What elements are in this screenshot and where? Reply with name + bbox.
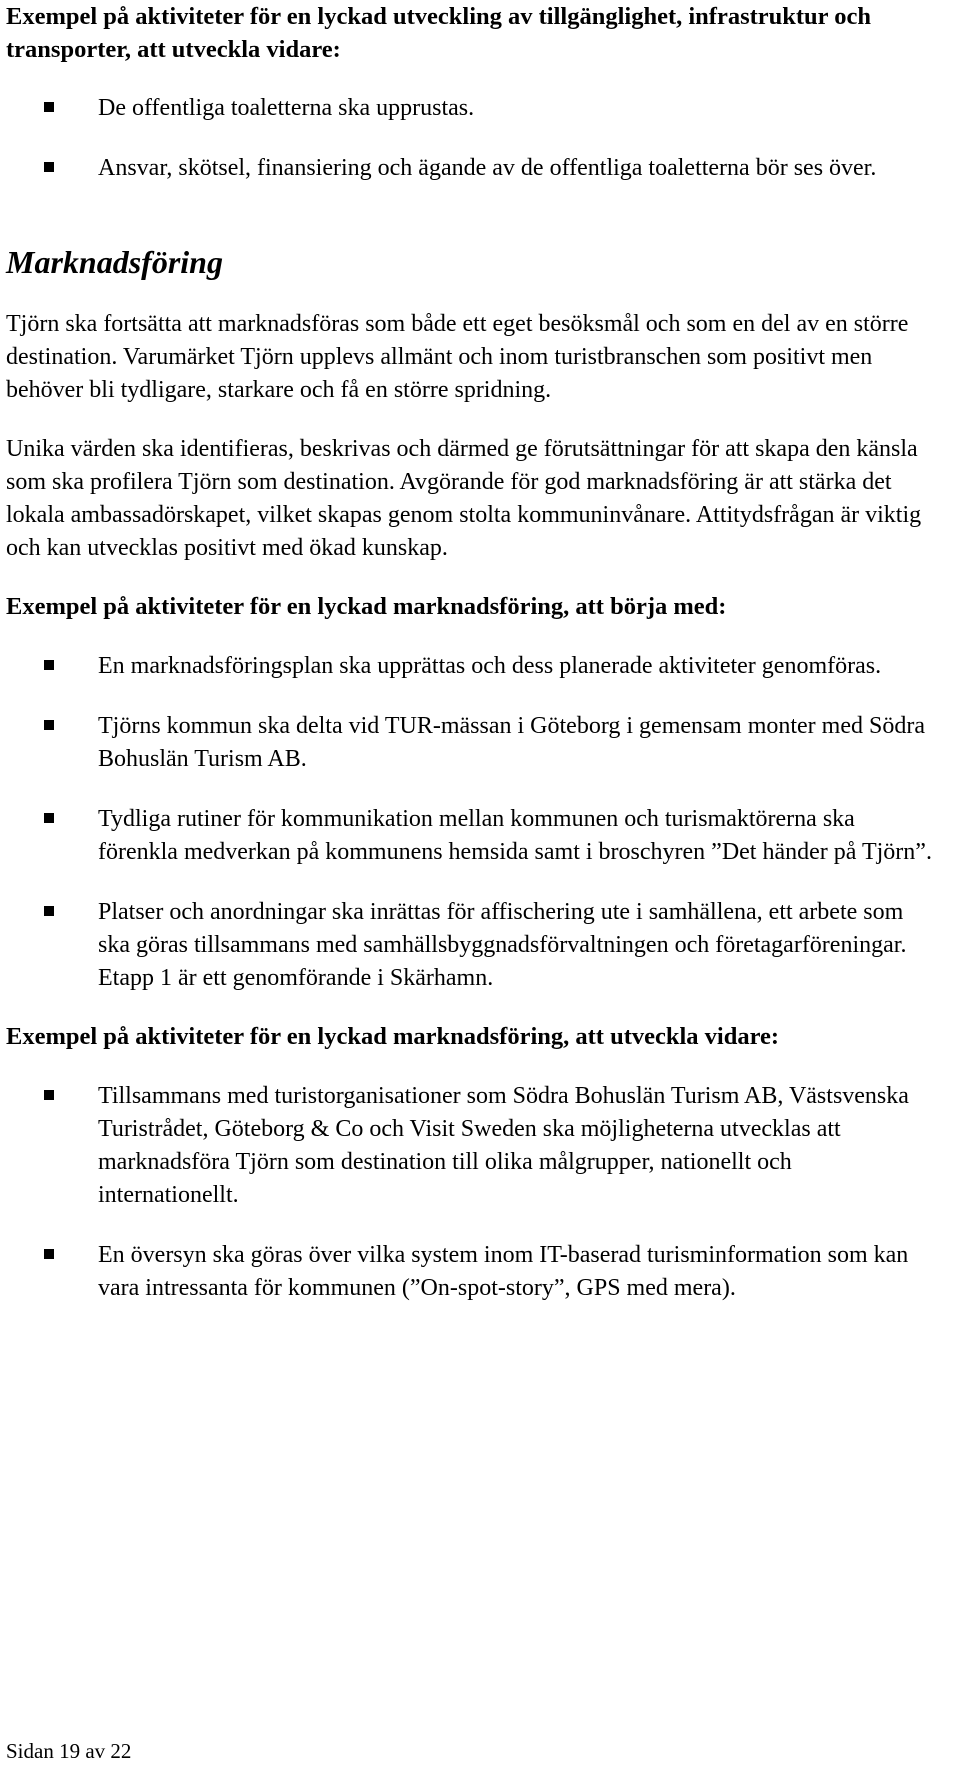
list-item [6,710,954,776]
list-item-text: De offentliga toaletterna ska upprustas. [98,95,475,121]
marketing-paragraph-1: Tjörn ska fortsätta att marknadsföras som både ett eget besöksmål och som en del av en större destination. Varumärket Tjörn upplevs allmänt och inom turistbranschen som positivt men behöver bli tydligare, starkare och få en större spridning. [6,311,909,403]
list-item-text: Tillsammans med turistorganisationer som Södra Bohuslän Turism AB, Västsvenska Turistrådet, Göteborg & Co och Visit Sweden ska möjligheterna utvecklas att marknadsföra Tjörn som destination till olika målgrupper, nationellt och internationellt. [98,1083,909,1208]
square-bullet-icon [44,1249,54,1259]
document-page [6,0,954,1305]
page-number-footer: Sidan 19 av 22 [6,1739,132,1763]
list-item [6,650,954,683]
square-bullet-icon [44,102,54,112]
list-item [6,152,954,185]
list-item [6,1239,954,1305]
section-title-marketing: Marknadsföring [6,244,223,280]
bullet-list-marketing-start [6,650,954,995]
square-bullet-icon [44,162,54,172]
square-bullet-icon [44,660,54,670]
list-item [6,1080,954,1212]
list-item [6,803,954,869]
square-bullet-icon [44,813,54,823]
square-bullet-icon [44,906,54,916]
bullet-list-marketing-develop [6,1080,954,1305]
list-item-text: Platser och anordningar ska inrättas för affischering ute i samhällena, ett arbete som ska göras tillsammans med samhällsbyggnadsförvaltningen och företagarföreningar. Etapp 1 är ett genomförande i Skärhamn. [98,899,907,991]
list-item-text: En marknadsföringsplan ska upprättas och dess planerade aktiviteter genomföras. [98,653,882,679]
section-heading-marketing-develop: Exempel på aktiviteter för en lyckad marknadsföring, att utveckla vidare: [6,1023,780,1050]
list-item-text: Tjörns kommun ska delta vid TUR-mässan i Göteborg i gemensam monter med Södra Bohuslän Turism AB. [98,713,925,772]
list-item-text: Ansvar, skötsel, finansiering och ägande av de offentliga toaletterna bör ses över. [98,155,877,181]
list-item-text: Tydliga rutiner för kommunikation mellan kommunen och turismaktörerna ska förenkla medverkan på kommunens hemsida samt i broschyren ”Det händer på Tjörn”. [98,806,932,865]
list-item [6,92,954,125]
bullet-list-accessibility [6,92,954,185]
list-item-text: En översyn ska göras över vilka system inom IT-baserad turisminformation som kan vara intressanta för kommunen (”On-spot-story”, GPS med mera). [98,1242,909,1301]
section-heading-accessibility: Exempel på aktiviteter för en lyckad utveckling av tillgänglighet, infrastruktur och transporter, att utveckla vidare: [6,3,871,63]
list-item [6,896,954,995]
square-bullet-icon [44,720,54,730]
section-heading-marketing-start: Exempel på aktiviteter för en lyckad marknadsföring, att börja med: [6,593,727,620]
marketing-paragraph-2: Unika värden ska identifieras, beskrivas och därmed ge förutsättningar för att skapa den känsla som ska profilera Tjörn som destination. Avgörande för god marknadsföring är att stärka det lokala ambassadörskapet, vilket skapas genom stolta kommuninvånare. Attitydsfrågan är viktig och kan utvecklas positivt med ökad kunskap. [6,436,922,561]
square-bullet-icon [44,1090,54,1100]
